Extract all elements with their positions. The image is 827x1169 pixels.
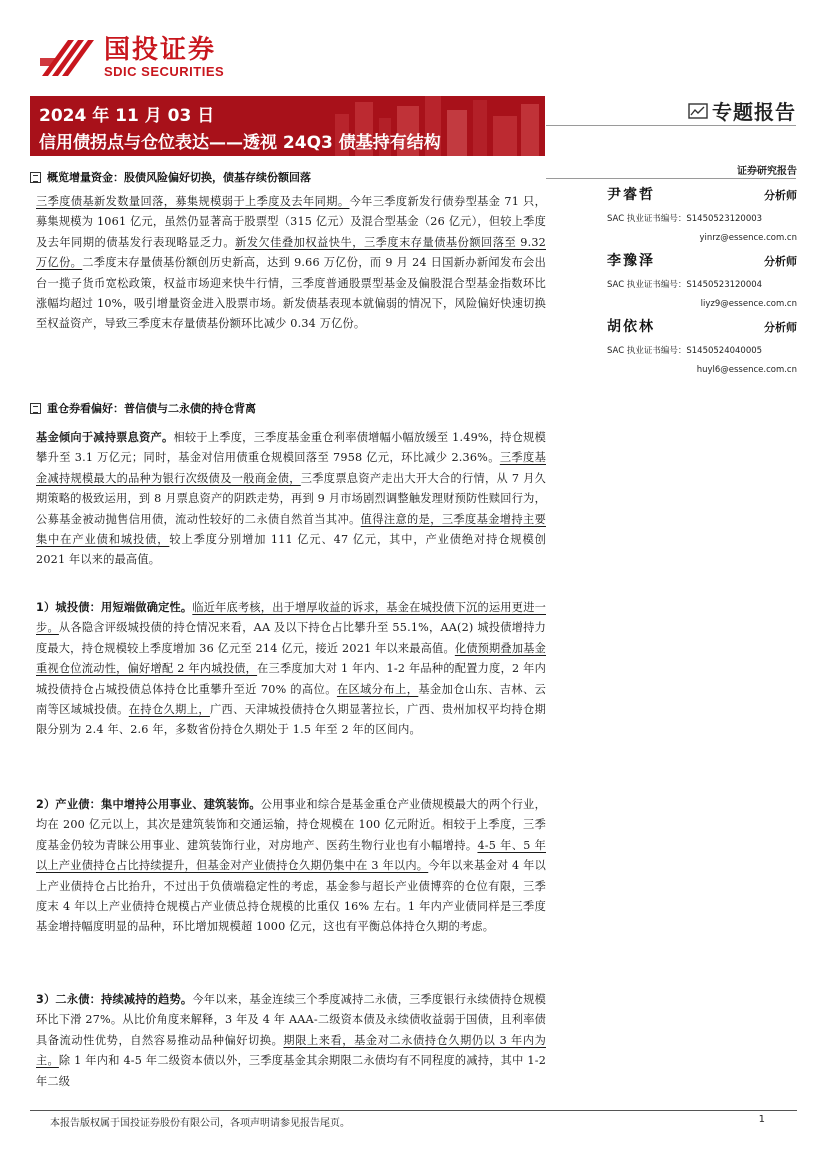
report-chart-icon xyxy=(688,103,708,119)
logo-chinese-name: 国投证券 xyxy=(104,35,217,65)
analyst-name: 胡依林 xyxy=(607,319,655,335)
analyst-role: 分析师 xyxy=(764,189,797,202)
underlined-key-point: 三季度基金减持规模最大的品种为银行次级债及一般商金债， xyxy=(36,451,546,485)
analyst-role: 分析师 xyxy=(764,255,797,268)
analyst-email[interactable]: yinrz@essence.com.cn xyxy=(699,233,797,243)
body-text: 今年三季度新发行债券型基金 71 只，募集规模为 1061 亿元，虽然仍显著高于股票型（315 亿元）及混合型基金（26 亿元），但较上季度及去年同期的债基发行表现略显乏力。 xyxy=(36,195,546,249)
body-text: 除 1 年内和 4-5 年二级资本债以外，三季度基金其余期限二永债均有不同程度的减持，其中 1-2 年二级 xyxy=(36,1054,547,1088)
analyst-sac-number: SAC 执业证书编号：S1450523120003 xyxy=(607,214,763,224)
body-text: 广西、天津城投债持仓久期显著拉长，广西、贵州加权平均持仓期限分别为 2.4 年、2.6 年，多数省份持仓久期处于 1.5 年至 2 年的区间内。 xyxy=(36,703,546,737)
body-paragraph xyxy=(36,428,546,571)
analyst-sac-number: SAC 执业证书编号：S1450523120004 xyxy=(607,280,763,290)
analyst-card xyxy=(607,316,797,375)
analyst-card xyxy=(607,250,797,309)
underlined-key-point: 在持仓久期上， xyxy=(128,703,210,717)
right-column-divider xyxy=(546,178,796,179)
body-text: 较上季度分别增加 111 亿元、47 亿元，其中，产业债绝对持仓规模创 2021 年以来的最高值。 xyxy=(36,533,547,567)
logo-mark-icon xyxy=(38,38,98,78)
body-text: 在三季度加大对 1 年内、1-2 年品种的配置力度，2 年内城投债持仓占城投债总体持仓比重攀升至近 70% 的高位。 xyxy=(36,662,547,696)
analyst-email[interactable]: liyz9@essence.com.cn xyxy=(700,299,797,309)
underlined-key-point: 4-5 年、5 年以上产业债持仓占比持续提升，但基金对产业债持仓久期仍集中在 3 年以内。 xyxy=(36,838,546,873)
report-date: 2024 年 11 月 03 日 xyxy=(39,106,215,126)
underlined-key-point: 三季度债基新发数量回落，募集规模弱于上季度及去年同期。 xyxy=(36,195,350,208)
body-text: 三季度票息资产走出大开大合的行情，从 7 月久期策略的极致运用，到 8 月票息资产的阴跌走势，再到 9 月市场剧烈调整触发理财预防性赎回行为，公募基金被动抛售信用债，流动性较好的二永债自然首当其冲。 xyxy=(36,471,546,526)
section-heading xyxy=(30,399,545,417)
body-text: 今年以来基金对 4 年以上产业债持仓占比抬升，不过出于负债端稳定性的考虑，基金参与超长产业债博弈的仓位有限，三季度末 4 年以上产业债持仓规模占产业债总持仓规模的比重仅 16% 左右。1 年内产业债同样是三季度基金增持幅度明显的品种，环比增加规模超 1000 亿元，这也有平衡总体持仓久期的考虑。 xyxy=(36,859,546,934)
body-paragraph xyxy=(36,192,546,335)
underlined-key-point: 在区域分布上， xyxy=(336,682,419,696)
body-text: 基金加仓山东、吉林、云南等区域城投债。 xyxy=(36,682,546,717)
analyst-email[interactable]: huyl6@essence.com.cn xyxy=(696,365,797,375)
report-title: 信用债拐点与仓位表达——透视 24Q3 债基持有结构 xyxy=(39,133,441,153)
body-text: 相较于上季度，三季度基金重仓利率债增幅小幅放缓至 1.49%，持仓规模攀升至 3.1 万亿元；同时，基金对信用债重仓规模回落至 7958 亿元，环比减少 2.36%。 xyxy=(36,431,546,465)
body-text: 二季度末存量债基份额创历史新高，达到 9.66 万亿份，而 9 月 24 日国新办新闻发布会出台一揽子货币宽松政策，权益市场迎来快牛行情，三季度普通股票型基金及偏股混合型基金指数环比涨幅均超过 10%，吸引增量资金进入股票市场。新发债基表现本就偏弱的情况下，风险偏好快速切换至权益资产，导致三季度末存量债基份额环比减少 0.34 万亿份。 xyxy=(36,256,546,331)
body-text: 公用事业和综合是基金重仓产业债规模最大的两个行业，均在 200 亿元以上，其次是建筑装饰和交通运输，持仓规模在 100 亿元附近。相较于上季度，三季度基金仍较为青睐公用事业、建筑装饰行业，对房地产、医药生物行业也有小幅增持。 xyxy=(36,798,546,852)
underlined-key-point: 期限上来看，基金对二永债持仓久期仍以 3 年内为主。 xyxy=(36,1033,546,1068)
bold-lead-text: 2）产业债：集中增持公用事业、建筑装饰。 xyxy=(36,798,261,811)
section-bullet-icon xyxy=(30,172,41,183)
body-paragraph xyxy=(36,795,546,938)
analyst-name: 尹睿哲 xyxy=(607,187,655,203)
report-banner xyxy=(30,96,545,156)
body-text: 今年以来，基金连续三个季度减持二永债，三季度银行永续债持仓规模环比下滑 27%。从比价角度来解释，3 年及 4 年 AAA-二级资本债及永续债收益弱于国债，且利率债具备流动性优势，自然容易推动品种偏好切换。 xyxy=(36,993,546,1047)
underlined-key-point: 值得注意的是，三季度基金增持主要集中在产业债和城投债， xyxy=(36,512,546,547)
bold-lead-text: 3）二永债：持续减持的趋势。 xyxy=(36,993,193,1006)
analyst-role: 分析师 xyxy=(764,321,797,334)
underlined-key-point: 新发欠佳叠加权益快牛，三季度末存量债基份额回落至 9.32 万亿份。 xyxy=(36,235,546,270)
footer-divider xyxy=(30,1110,797,1111)
underlined-key-point: 化债预期叠加基金重视仓位流动性，偏好增配 2 年内城投债， xyxy=(36,641,547,676)
report-type-header xyxy=(546,96,796,126)
footer-disclaimer: 本报告版权属于国投证券股份有限公司，各项声明请参见报告尾页。 xyxy=(50,1118,350,1129)
report-type-label: 专题报告 xyxy=(712,100,796,124)
bold-lead-text: 基金倾向于减持票息资产。 xyxy=(36,431,174,444)
underlined-key-point: 临近年底考核，出于增厚收益的诉求，基金在城投债下沉的运用更进一步。 xyxy=(36,601,546,635)
page-number: 1 xyxy=(758,1114,765,1125)
analyst-sac-number: SAC 执业证书编号：S1450524040005 xyxy=(607,346,763,356)
section-heading-text: 重仓券看偏好：普信债与二永债的持仓背离 xyxy=(47,402,256,415)
logo-english-name: SDIC SECURITIES xyxy=(104,64,225,79)
company-logo xyxy=(38,36,224,80)
section-heading xyxy=(30,168,545,186)
bold-lead-text: 1）城投债：用短端做确定性。 xyxy=(36,601,193,614)
research-report-label: 证券研究报告 xyxy=(737,166,797,177)
section-heading-text: 概览增量资金：股债风险偏好切换，债基存续份额回落 xyxy=(47,171,311,184)
analyst-name: 李豫泽 xyxy=(607,253,655,269)
body-text: 从各隐含评级城投债的持仓情况来看，AA 及以下持仓占比攀升至 55.1%，AA(2) 城投债增持力度最大，持仓规模较上季度增加 36 亿元至 214 亿元，接近 2021 年以来最高值。 xyxy=(36,621,546,655)
body-paragraph xyxy=(36,598,546,741)
body-paragraph xyxy=(36,990,546,1092)
analyst-card xyxy=(607,184,797,243)
section-bullet-icon xyxy=(30,403,41,414)
